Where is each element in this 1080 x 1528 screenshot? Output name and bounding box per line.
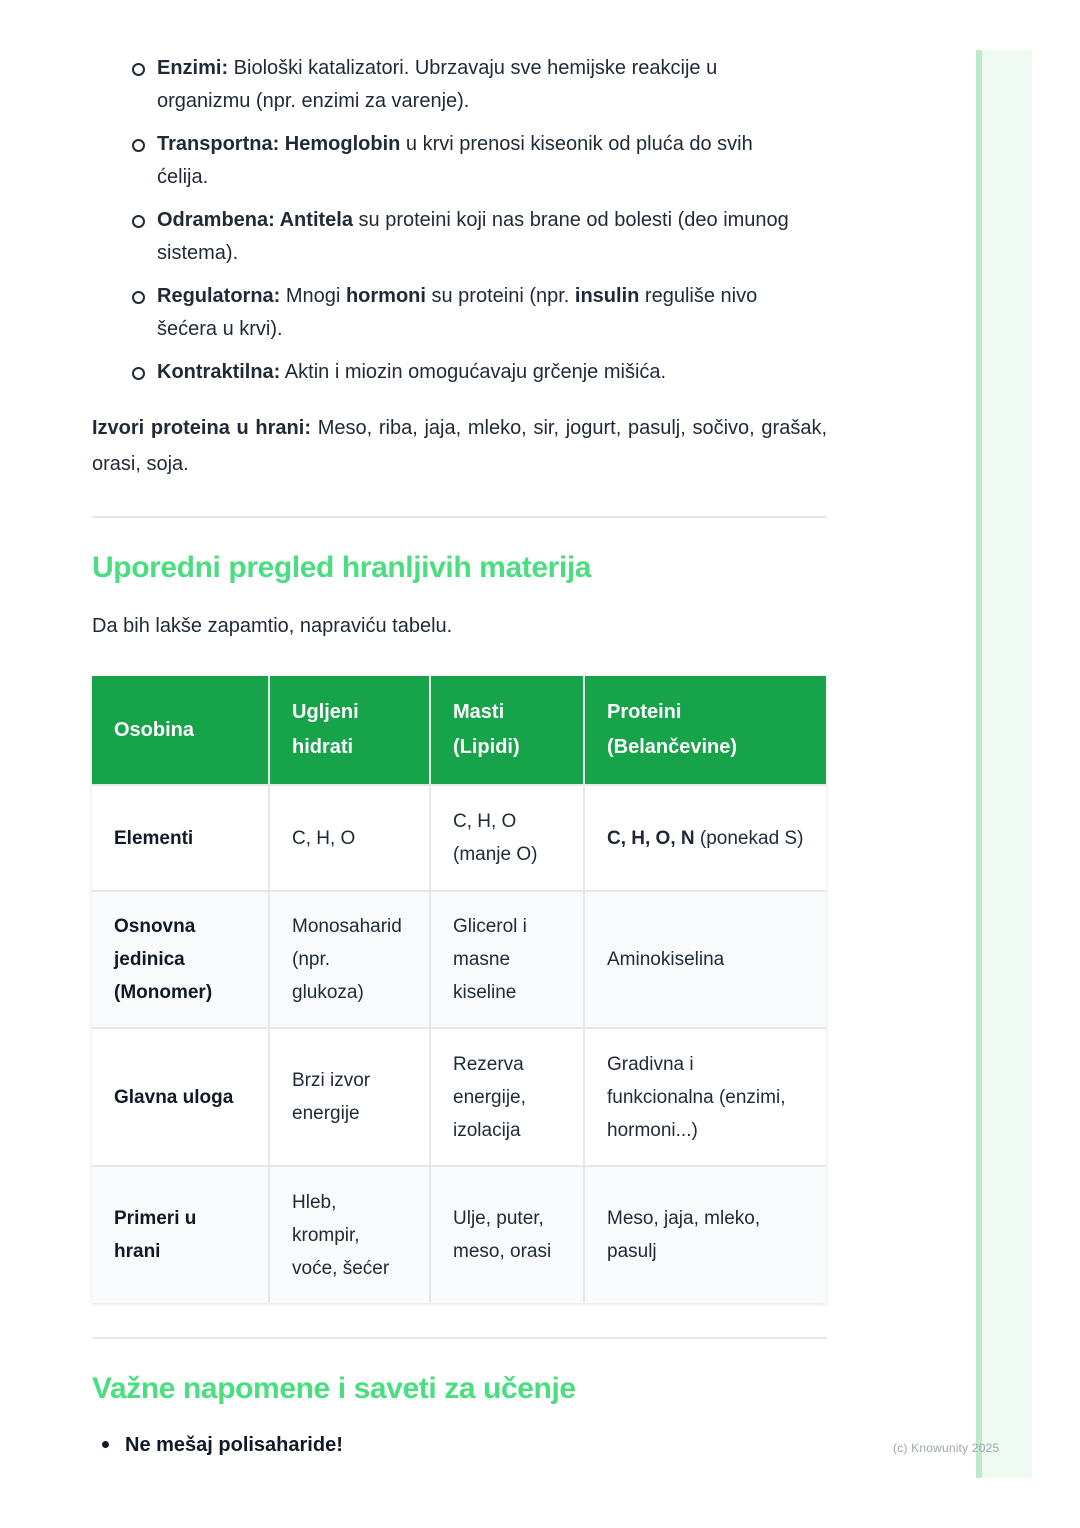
list-item: Ne mešaj polisaharide! [100, 1429, 827, 1461]
section-intro: Da bih lakše zapamtio, napraviću tabelu. [92, 615, 453, 637]
sidebar-accent-line [976, 50, 982, 1478]
protein-functions-list [132, 52, 827, 389]
list-item [132, 52, 772, 118]
table-row [92, 891, 826, 1028]
tips-list [100, 1429, 827, 1461]
list-item-text: Mnogi [280, 285, 346, 307]
table-cell: Monosaharid (npr. glukoza) [269, 891, 430, 1028]
list-item-text: u krvi prenosi kiseonik od pluća do svih ćelija. [157, 133, 753, 188]
cell-text: (ponekad S) [694, 827, 804, 849]
table-header-cell: Ugljeni hidrati [269, 676, 430, 785]
cell-bold-text: C, H, O, N [607, 827, 695, 849]
table-cell: Brzi izvor energije [269, 1028, 430, 1166]
list-item-label: Regulatorna: [157, 285, 281, 307]
table-header-row [92, 676, 826, 785]
list-item-label: Enzimi: [157, 57, 229, 79]
list-item-text: Aktin i miozin omogućavaju grčenje mišića. [280, 361, 667, 383]
table-cell: Meso, jaja, mleko, pasulj [584, 1166, 826, 1303]
section-heading: Uporedni pregled hranljivih materija [92, 551, 592, 584]
table-row [92, 1028, 826, 1166]
table-cell: C, H, O [269, 785, 430, 891]
watermark: (c) Knowunity 2025 [893, 1441, 1000, 1455]
sidebar-panel [976, 50, 1032, 1478]
list-item-text: su proteini koji nas brane od bolesti (deo imunog sistema). [157, 209, 789, 264]
table-header-cell: Masti (Lipidi) [430, 676, 584, 785]
table-cell: Rezerva energije, izolacija [430, 1028, 584, 1166]
table-header-cell: Proteini (Belančevine) [584, 676, 826, 785]
list-item-label: Transportna: Hemoglobin [157, 133, 401, 155]
table-row [92, 785, 826, 891]
sources-label: Izvori proteina u hrani: [92, 417, 311, 439]
list-item [132, 280, 792, 346]
table-row [92, 1166, 826, 1303]
list-item-text: reguliše nivo šećera u krvi). [157, 285, 758, 340]
table-cell: Aminokiselina [584, 891, 826, 1028]
list-item [132, 204, 832, 270]
table-cell: C, H, O (manje O) [430, 785, 584, 891]
list-item [132, 356, 827, 389]
table-cell [584, 785, 826, 891]
row-header-cell: Elementi [92, 785, 269, 891]
table-cell: Hleb, krompir, voće, šećer [269, 1166, 430, 1303]
protein-sources-paragraph [92, 410, 827, 482]
list-item-label: Kontraktilna: [157, 361, 281, 383]
table-cell: Ulje, puter, meso, orasi [430, 1166, 584, 1303]
row-header-cell: Glavna uloga [92, 1028, 269, 1166]
table-header-cell: Osobina [92, 676, 269, 785]
row-header-cell: Primeri u hrani [92, 1166, 269, 1303]
table-cell: Gradivna i funkcionalna (enzimi, hormoni...) [584, 1028, 826, 1166]
row-header-cell: Osnovna jedinica (Monomer) [92, 891, 269, 1028]
list-item-label: Odrambena: Antitela [157, 209, 353, 231]
list-item [132, 128, 792, 194]
list-item-text: Biološki katalizatori. Ubrzavaju sve hemijske reakcije u organizmu (npr. enzimi za varenje). [157, 57, 718, 112]
nutrient-comparison-table [92, 676, 826, 1303]
list-item-bold: insulin [574, 285, 640, 307]
list-item-text: su proteini (npr. [425, 285, 575, 307]
list-item-bold: hormoni [345, 285, 426, 307]
section-heading: Važne napomene i saveti za učenje [92, 1372, 576, 1405]
section-divider [92, 516, 827, 518]
sources-text: Meso, riba, jaja, mleko, sir, jogurt, pasulj, sočivo, grašak, orasi, soja. [92, 417, 828, 475]
document-content [92, 52, 827, 1461]
section-divider [92, 1337, 827, 1339]
table-cell: Glicerol i masne kiseline [430, 891, 584, 1028]
